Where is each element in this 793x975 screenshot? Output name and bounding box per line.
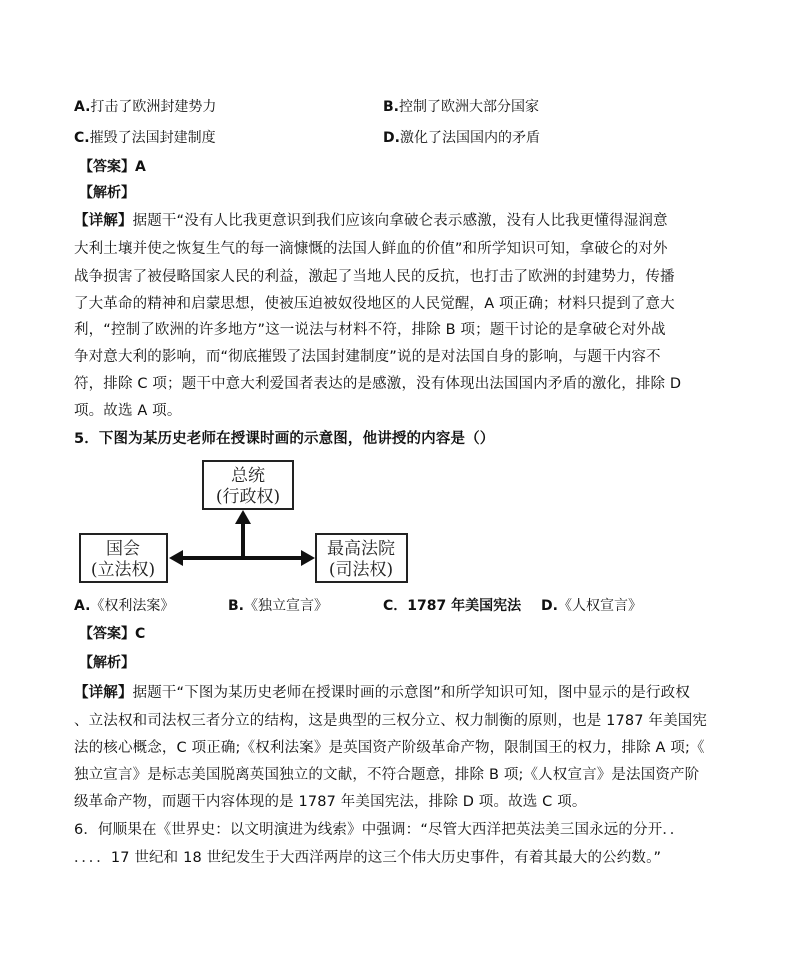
q5-option-b: B.《独立宣言》 [228, 598, 328, 614]
q5-detail-line: 法的核心概念，C 项正确;《权利法案》是英国资产阶级革命产物，限制国王的权力，排除 A 项;《 [74, 740, 705, 756]
q4-option-a: A.打击了欧洲封建势力 [74, 99, 217, 115]
right-box-line2: (司法权) [328, 560, 394, 580]
q4-analysis-label: 【解析】 [79, 185, 135, 201]
left-box-line1: 国会 [106, 539, 140, 559]
right-box-line1: 最高法院 [327, 539, 395, 559]
q5-question: 5．下图为某历史老师在授课时画的示意图，他讲授的内容是（） [74, 431, 495, 447]
q5-analysis-label: 【解析】 [79, 655, 135, 671]
q4-detail-line: 项。故选 A 项。 [74, 403, 182, 419]
q5-detail-line: 、立法权和司法权三者分立的结构，这是典型的三权分立、权力制衡的原则，也是 1787 年美国宪 [74, 713, 708, 729]
q4-detail-line: 【详解】据题干“没有人比我更意识到我们应该向拿破仑表示感激，没有人比我更懂得湿润意 [74, 213, 668, 229]
q5-option-d: D.《人权宣言》 [541, 598, 642, 614]
q4-detail-line: 争对意大利的影响，而“彻底摧毁了法国封建制度”说的是对法国自身的影响，与题干内容不 [74, 349, 661, 365]
q4-option-b: B.控制了欧洲大部分国家 [383, 99, 539, 115]
arrow-left-icon [169, 550, 183, 566]
q5-detail-line: 独立宣言》是标志美国脱离英国独立的文献，不符合题意，排除 B 项;《人权宣言》是法国资产阶 [74, 767, 700, 783]
q5-detail-label: 【详解】 [74, 685, 133, 701]
arrow-up-icon [235, 510, 251, 524]
q5-option-a: A.《权利法案》 [74, 598, 175, 614]
q6-line: 6．何顺果在《世界史：以文明演进为线索》中强调：“尽管大西洋把英法美三国永远的分开．． [74, 822, 685, 838]
q4-detail-line: 战争损害了被侵略国家人民的利益，激起了当地人民的反抗，也打击了欧洲的封建势力，传播 [74, 269, 675, 285]
q5-detail-line: 级革命产物，而题干内容体现的是 1787 年美国宪法，排除 D 项。故选 C 项。 [74, 794, 587, 810]
q4-detail-line: 了大革命的精神和启蒙思想，使被压迫被奴役地区的人民觉醒，A 项正确；材料只提到了意大 [74, 296, 675, 312]
top-box-line2: (行政权) [215, 487, 281, 507]
q4-detail-line: 大利土壤并使之恢复生气的每一滴慷慨的法国人鲜血的价值”和所学知识可知，拿破仑的对外 [74, 241, 668, 257]
q4-option-c: C.摧毁了法国封建制度 [74, 130, 216, 146]
q4-detail-label: 【详解】 [74, 213, 133, 229]
arrow-right-icon [301, 550, 315, 566]
q5-answer-label: 【答案】C [79, 626, 146, 642]
q4-detail-line: 利，“控制了欧洲的许多地方”这一说法与材料不符，排除 B 项；题干讨论的是拿破仑对外战 [74, 322, 666, 338]
q6-line: ．．．．17 世纪和 18 世纪发生于大西洋两岸的这三个伟大历史事件，有着其最大的公约数。” [74, 850, 662, 866]
q4-answer-label: 【答案】A [79, 159, 146, 175]
separation-of-powers-diagram [79, 460, 409, 586]
q4-option-d: D.激化了法国国内的矛盾 [383, 130, 540, 146]
top-box-line1: 总统 [231, 466, 265, 486]
q4-detail-line: 符，排除 C 项；题干中意大利爱国者表达的是感激，没有体现出法国国内矛盾的激化，排除 D [74, 376, 682, 392]
q5-option-c: C．1787 年美国宪法 [383, 598, 522, 614]
q5-detail-line: 【详解】据题干“下图为某历史老师在授课时画的示意图”和所学知识可知，图中显示的是行政权 [74, 685, 690, 701]
left-box-line2: (立法权) [90, 560, 156, 580]
